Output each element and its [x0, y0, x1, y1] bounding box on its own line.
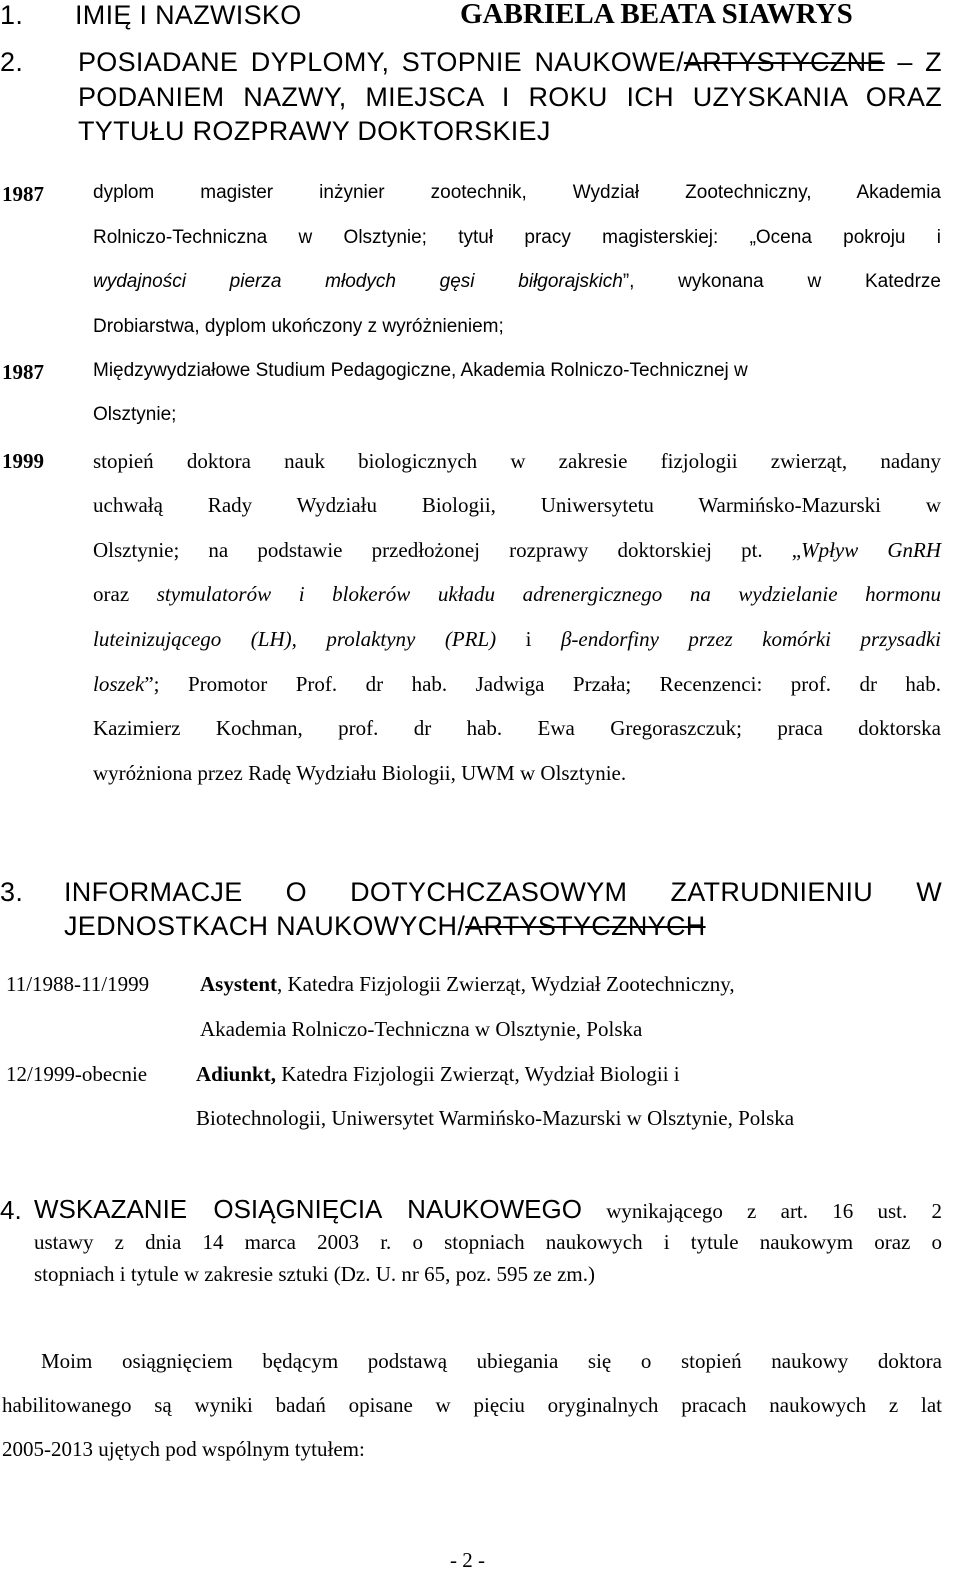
job-line: Biotechnologii, Uniwersytet Warmińsko-Mazurski w Olsztynie, Polska [196, 1106, 795, 1130]
job-line: Asystent, Katedra Fizjologii Zwierząt, Wydział Zootechniczny, [200, 972, 735, 996]
section1-label: IMIĘ I NAZWISKO [75, 0, 302, 30]
section4-line2: ustawy z dnia 14 marca 2003 r. o stopniach naukowych i tytule naukowym oraz o [34, 1230, 942, 1254]
struck-text: ARTYSTYCZNE [683, 47, 885, 77]
job-period: 12/1999-obecnie [6, 1062, 148, 1086]
closing-line3: 2005-2013 ujętych pod wspólnym tytułem: [2, 1437, 365, 1461]
entry-line: dyplom magister inżynier zootechnik, Wydział Zootechniczny, Akademia [93, 182, 941, 203]
section2-heading-line2: PODANIEM NAZWY, MIEJSCA I ROKU ICH UZYSKANIA ORAZ [78, 82, 942, 112]
closing-line2: habilitowanego są wyniki badań opisane w pięciu oryginalnych pracach naukowych z lat [2, 1393, 942, 1417]
closing-line1: Moim osiągnięciem będącym podstawą ubiegania się o stopień naukowy doktora [41, 1349, 942, 1373]
entry-line: Rolniczo-Techniczna w Olsztynie; tytuł pracy magisterskiej: „Ocena pokroju i [93, 227, 941, 248]
job-line: Adiunkt, Katedra Fizjologii Zwierząt, Wydział Biologii i [196, 1062, 680, 1086]
section1-number: 1. [0, 0, 24, 30]
entry-line: stopień doktora nauk biologicznych w zakresie fizjologii zwierząt, nadany [93, 449, 941, 473]
entry-line: Olsztynie; na podstawie przedłożonej rozprawy doktorskiej pt. „Wpływ GnRH [93, 538, 941, 562]
entry-line: luteinizującego (LH), prolaktyny (PRL) i β-endorfiny przez komórki przysadki [93, 627, 941, 651]
entry-line: loszek”; Promotor Prof. dr hab. Jadwiga Przała; Recenzenci: prof. dr hab. [93, 672, 941, 696]
entry-line: Kazimierz Kochman, prof. dr hab. Ewa Gregoraszczuk; praca doktorska [93, 716, 941, 740]
section2-heading-line1: POSIADANE DYPLOMY, STOPNIE NAUKOWE/ARTYSTYCZNE – Z [78, 47, 942, 77]
entry-line: wyróżniona przez Radę Wydziału Biologii, UWM w Olsztynie. [93, 761, 627, 785]
entry-year: 1999 [2, 449, 44, 473]
page-number: - 2 - [450, 1548, 485, 1572]
entry-line: Drobiarstwa, dyplom ukończony z wyróżnieniem; [93, 316, 504, 337]
section2-heading-line3: TYTUŁU ROZPRAWY DOKTORSKIEJ [78, 116, 551, 146]
section3-heading-line2: JEDNOSTKACH NAUKOWYCH/ARTYSTYCZNYCH [64, 911, 706, 941]
entry-line: oraz stymulatorów i blokerów układu adrenergicznego na wydzielanie hormonu [93, 582, 942, 606]
entry-line-thesis-title: wydajności pierza młodych gęsi biłgorajskich”, wykonana w Katedrze [93, 271, 941, 292]
struck-text: ARTYSTYCZNYCH [465, 911, 706, 941]
section4-number: 4. [0, 1195, 22, 1225]
entry-line: Międzywydziałowe Studium Pedagogiczne, Akademia Rolniczo-Technicznej w [93, 360, 748, 381]
section4-line1: WSKAZANIE OSIĄGNIĘCIA NAUKOWEGO wynikającego z art. 16 ust. 2 [34, 1194, 942, 1224]
entry-year: 1987 [2, 182, 44, 206]
applicant-name: GABRIELA BEATA SIAWRYS [460, 0, 853, 30]
entry-year: 1987 [2, 360, 44, 384]
section3-number: 3. [0, 877, 24, 907]
section3-heading-line1: INFORMACJE O DOTYCHCZASOWYM ZATRUDNIENIU W [64, 877, 942, 907]
section2-number: 2. [0, 47, 24, 77]
entry-line: Olsztynie; [93, 404, 177, 425]
job-line: Akademia Rolniczo-Techniczna w Olsztynie, Polska [200, 1017, 643, 1041]
entry-line: uchwałą Rady Wydziału Biologii, Uniwersytetu Warmińsko-Mazurski w [93, 493, 941, 517]
job-period: 11/1988-11/1999 [6, 972, 150, 996]
section4-line3: stopniach i tytule w zakresie sztuki (Dz. U. nr 65, poz. 595 ze zm.) [34, 1262, 596, 1286]
